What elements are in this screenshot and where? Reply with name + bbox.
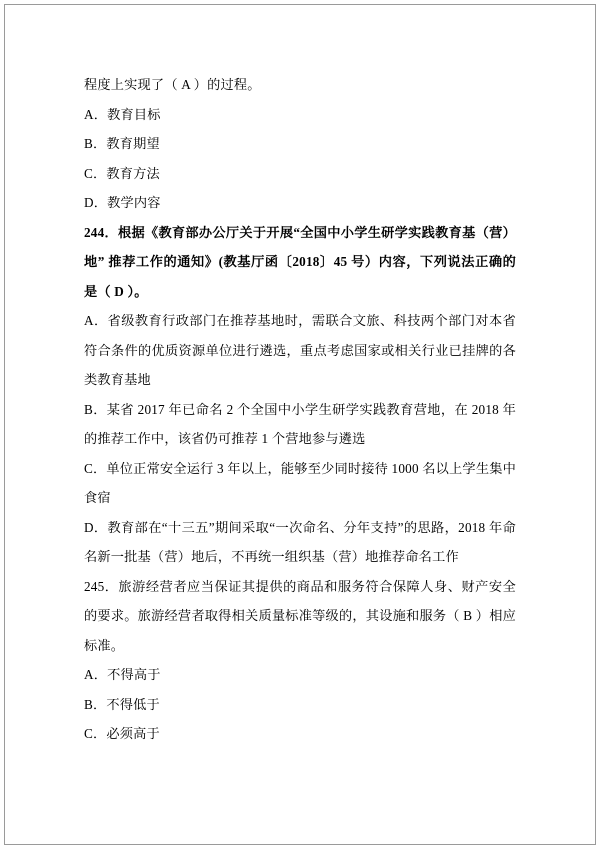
answer-option: C．单位正常安全运行 3 年以上，能够至少同时接待 1000 名以上学生集中食宿 <box>84 460 516 505</box>
answer-option: C．必须高于 <box>84 726 160 741</box>
answer-option: B．某省 2017 年已命名 2 个全国中小学生研学实践教育营地，在 2018 年的推荐工作中，该省仍可推荐 1 个营地参与遴选 <box>84 401 516 446</box>
answer-option: A．教育目标 <box>84 106 161 122</box>
paragraph-text: 程度上实现了（ A ）的过程。 <box>84 77 261 92</box>
answer-option: D．教学内容 <box>84 195 161 210</box>
answer-option: C．教育方法 <box>84 165 160 181</box>
question-text: 244．根据《教育部办公厅关于开展“全国中小学生研学实践教育基（营）地” 推荐工作的通知》(教基厅函〔2018〕45 号）内容，下列说法正确的是（ D ）。 <box>84 224 516 299</box>
answer-option: B．不得低于 <box>84 696 160 712</box>
answer-option: A．不得高于 <box>84 667 161 682</box>
answer-option: A．省级教育行政部门在推荐基地时，需联合文旅、科技两个部门对本省符合条件的优质资源单位进行遴选，重点考虑国家或相关行业已挂牌的各类教育基地 <box>84 313 516 387</box>
question-text: 245．旅游经营者应当保证其提供的商品和服务符合保障人身、财产安全的要求。旅游经营者取得相关质量标准等级的，其设施和服务（ B ）相应标准。 <box>84 578 516 653</box>
page-content <box>84 70 516 749</box>
answer-option: D．教育部在“十三五”期间采取“一次命名、分年支持”的思路，2018 年命名新一批基（营）地后，不再统一组织基（营）地推荐命名工作 <box>84 519 516 564</box>
answer-option: B．教育期望 <box>84 136 160 151</box>
